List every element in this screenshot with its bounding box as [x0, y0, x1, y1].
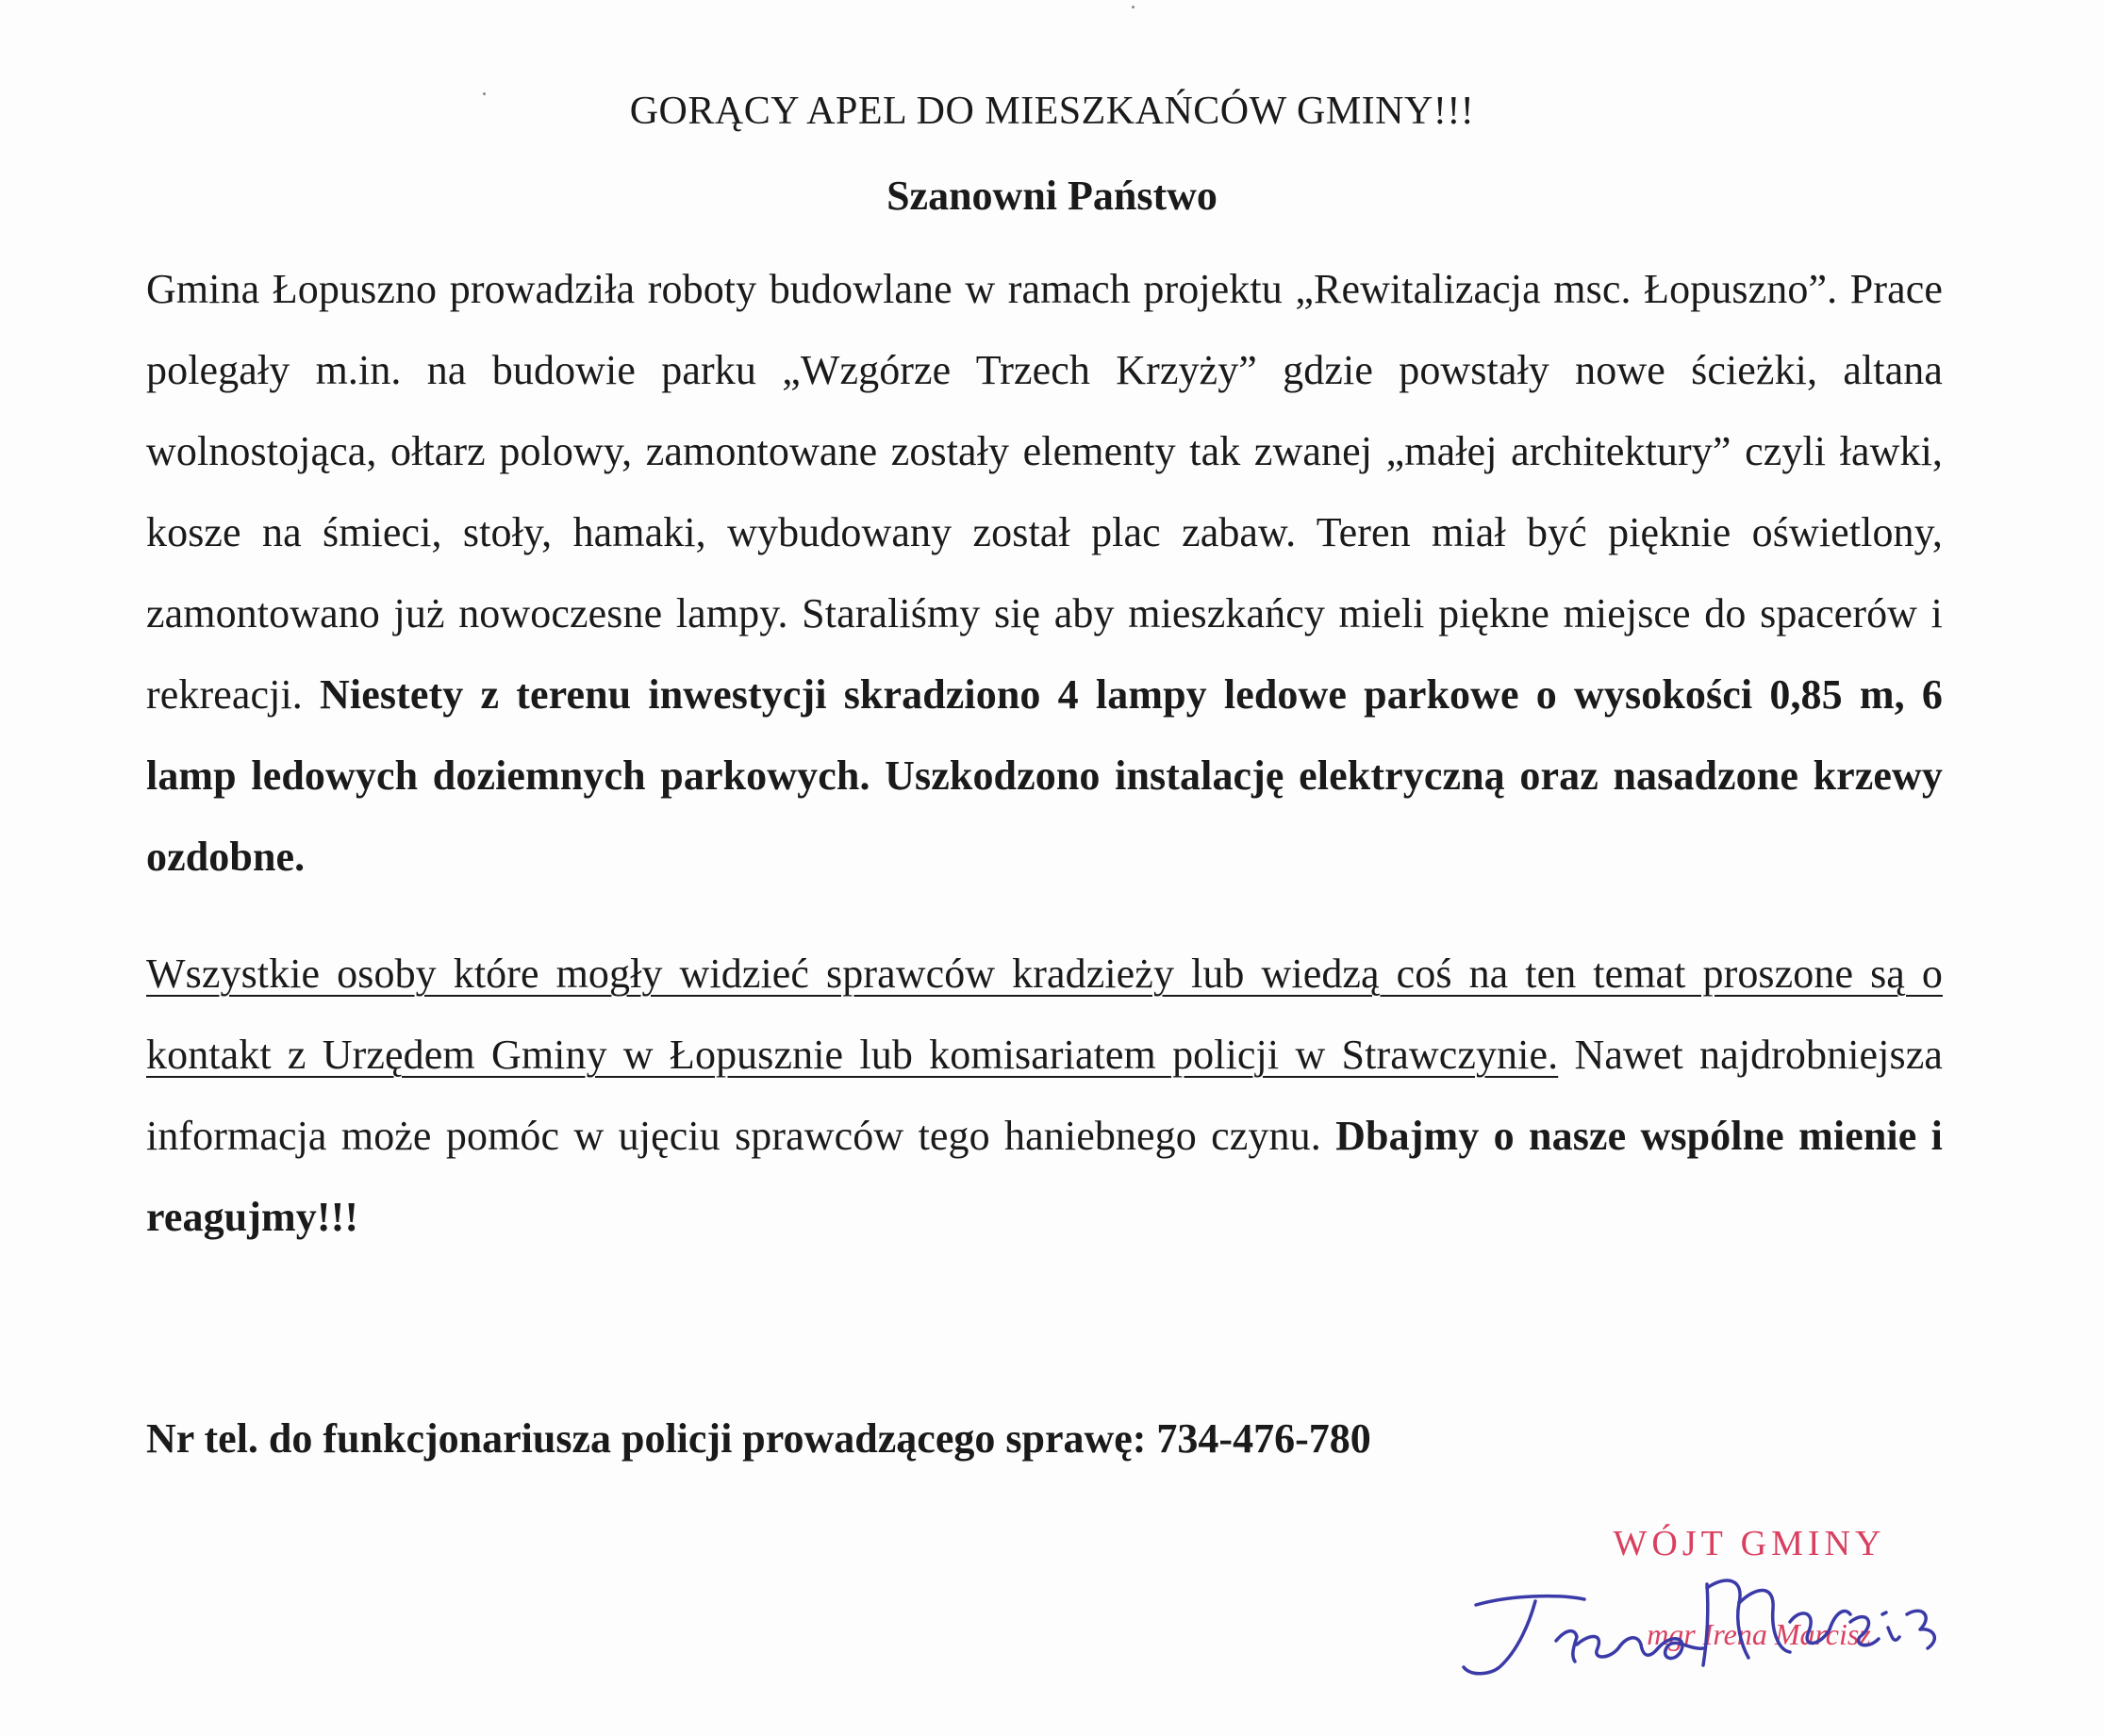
paragraph-2-bold-text: Dbajmy o nasze wspólne mienie i reagujmy!!! — [146, 1113, 1943, 1240]
paragraph-2-text: Nawet najdrobniejsza informacja może pomóc w ujęciu sprawców tego haniebnego czynu. — [146, 1032, 1943, 1159]
document-title: GORĄCY APEL DO MIESZKAŃCÓW GMINY!!! — [629, 90, 1475, 133]
stamp-name: mgr Irena Marcisz — [1647, 1617, 1871, 1651]
paragraph-1-text: Gmina Łopuszno prowadziła roboty budowlane w ramach projektu „Rewitalizacja msc. Łopuszno”. Prace polegały m.in. na budowie parku „Wzgórze Trzech Krzyży” gdzie powstały nowe ścieżki, altana wolnostojąca, ołtarz polowy, zamontowane zostały elementy tak zwanej „małej architektury” czyli ławki, kosze na śmieci, stoły, hamaki, wybudowany został plac zabaw. Teren miał być pięknie oświetlony, zamontowano już nowoczesne lampy. Staraliśmy się aby mieszkańcy mieli piękne miejsce do spacerów i rekreacji. — [146, 266, 1943, 718]
paragraph-2 — [146, 934, 1943, 1258]
salutation: Szanowni Państwo — [886, 173, 1218, 219]
paragraph-2-underlined-text: Wszystkie osoby które mogły widzieć sprawców kradzieży lub wiedzą coś na ten temat proszone są o kontakt z Urzędem Gminy w Łopusznie lub komisariatem policji w Strawczynie. — [146, 951, 1943, 1078]
scan-speck — [1132, 6, 1135, 8]
police-phone-line: Nr tel. do funkcjonariusza policji prowadzącego sprawę: 734-476-780 — [146, 1415, 1371, 1462]
paragraph-1-bold-text: Niestety z terenu inwestycji skradziono 4 lampy ledowe parkowe o wysokości 0,85 m, 6 lamp ledowych doziemnych parkowych. Uszkodzono instalację elektryczną oraz nasadzone krzewy ozdobne. — [146, 671, 1943, 880]
stamp-title: WÓJT GMINY — [1613, 1524, 1886, 1563]
handwritten-signature — [1424, 1546, 1971, 1688]
paragraph-1 — [146, 249, 1943, 898]
